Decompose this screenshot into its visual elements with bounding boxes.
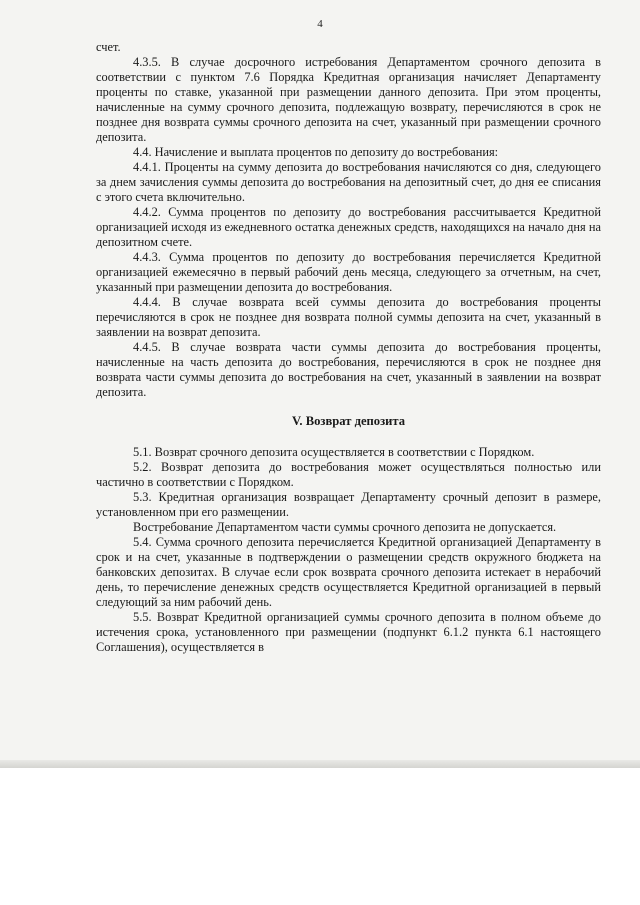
paragraph-4-4-3: 4.4.3. Сумма процентов по депозиту до востребования перечисляется Кредитной организацией ежемесячно в первый рабочий день месяца, следующего за отчетным, на счет, указанный при размещении депозита до востребования. <box>96 250 601 294</box>
paragraph-4-4-4: 4.4.4. В случае возврата всей суммы депозита до востребования проценты перечисляются в срок не позднее дня возврата полной суммы депозита на счет, указанный в заявлении на возврат депозита. <box>96 295 601 339</box>
paragraph-5-4: 5.4. Сумма срочного депозита перечисляется Кредитной организацией Департаменту в срок и на счет, указанные в подтверждении о размещении средств окружного бюджета на банковских депозитах. В случае если срок возврата срочного депозита истекает в нерабочий день, то перечисление денежных средств осуществляется Кредитной организацией в первый следующий за ним рабочий день. <box>96 535 601 609</box>
section-heading: V. Возврат депозита <box>291 414 406 428</box>
paragraph-4-4-5: 4.4.5. В случае возврата части суммы депозита до востребования проценты, начисленные на часть депозита до востребования, перечисляются в срок не позднее дня возврата части суммы депозита до востребования на счет, указанный в заявлении на возврат депозита. <box>96 340 601 399</box>
paragraph-5-1: 5.1. Возврат срочного депозита осуществляется в соответствии с Порядком. <box>133 445 535 459</box>
paragraph-4-3-5: 4.3.5. В случае досрочного истребования Департаментом срочного депозита в соответствии с пунктом 7.6 Порядка Кредитная организация начисляет Департаменту проценты по ставке, указанной при размещении данного депозита. При этом проценты, начисленные на сумму срочного депозита, подлежащую возврату, перечисляются в срок не позднее дня возврата суммы срочного депозита на счет, указанный при размещении срочного депозита. <box>96 55 601 144</box>
paragraph-4-4-1: 4.4.1. Проценты на сумму депозита до востребования начисляются со дня, следующего за днем зачисления суммы депозита до востребования на депозитный счет, до дня ее списания с этого счета включительно. <box>96 160 601 204</box>
blank-margin <box>0 768 640 905</box>
paragraph-5-3: 5.3. Кредитная организация возвращает Департаменту срочный депозит в размере, установленном при его размещении. <box>96 490 601 519</box>
paragraph-5-5: 5.5. Возврат Кредитной организацией суммы срочного депозита в полном объеме до истечения срока, установленного при размещении (подпункт 6.1.2 пункта 6.1 настоящего Соглашения), осуществляется в <box>96 610 601 654</box>
page-number: 4 <box>317 18 323 30</box>
scan-bottom-edge <box>0 760 640 768</box>
paragraph-4-4-2: 4.4.2. Сумма процентов по депозиту до востребования рассчитывается Кредитной организацией исходя из ежедневного остатка денежных средств, находящихся на начало дня на депозитном счете. <box>96 205 601 249</box>
paragraph-5-2: 5.2. Возврат депозита до востребования может осуществляться полностью или частично в соответствии с Порядком. <box>96 460 601 489</box>
paragraph-5-3-note: Востребование Департаментом части суммы срочного депозита не допускается. <box>133 520 557 534</box>
document-body <box>96 40 601 655</box>
paragraph-4-4: 4.4. Начисление и выплата процентов по депозиту до востребования: <box>133 145 499 159</box>
paragraph-continuation: счет. <box>96 40 121 54</box>
